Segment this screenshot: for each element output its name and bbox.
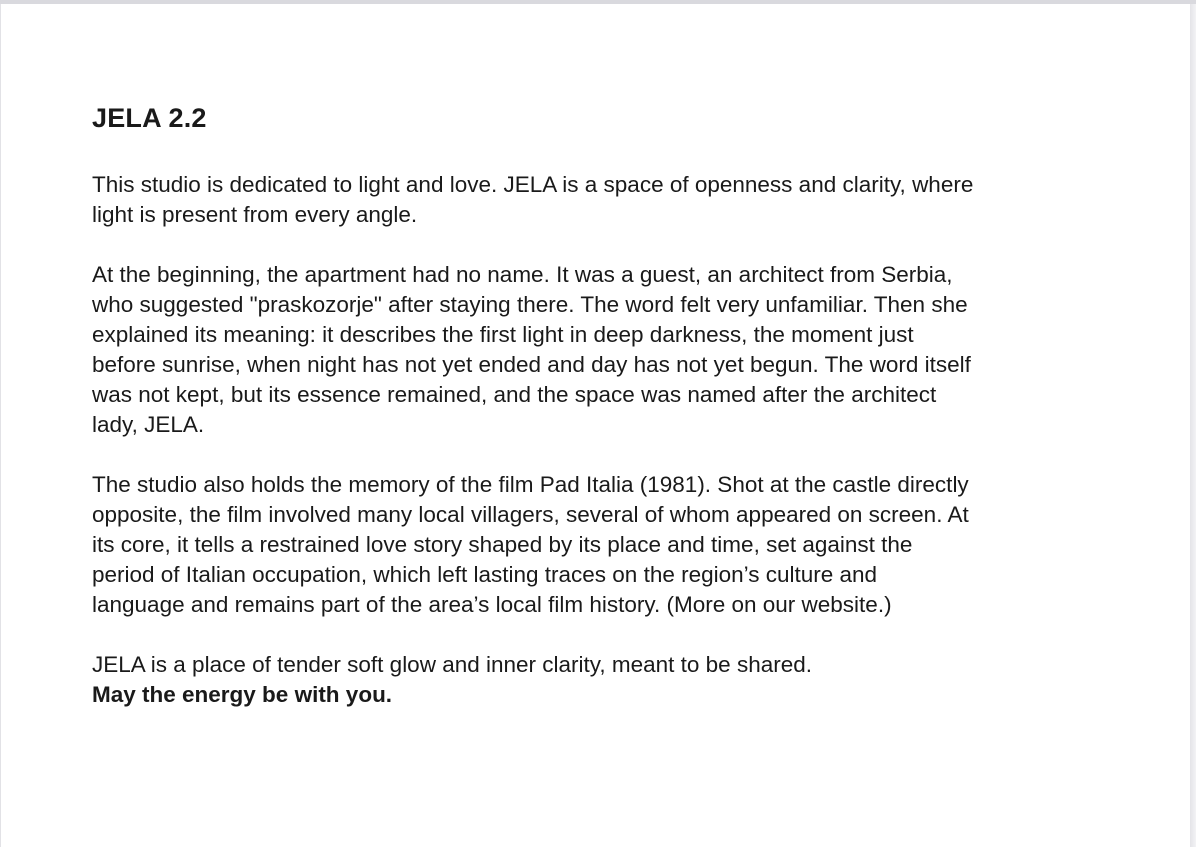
- text-line: was not kept, but its essence remained, and the space was named after the architect: [92, 382, 937, 407]
- document-title: JELA 2.2: [92, 103, 207, 133]
- text-line: its core, it tells a restrained love story shaped by its place and time, set against the: [92, 532, 913, 557]
- text-line: period of Italian occupation, which left lasting traces on the region’s culture and: [92, 562, 878, 587]
- text-line: before sunrise, when night has not yet ended and day has not yet begun. The word itself: [92, 352, 971, 377]
- paragraph-name-origin: [92, 260, 1122, 440]
- text-line: JELA is a place of tender soft glow and inner clarity, meant to be shared.: [92, 652, 812, 677]
- text-line: lady, JELA.: [92, 412, 205, 437]
- paragraph-film-history: [92, 470, 1122, 620]
- paragraph-closing: [92, 650, 1122, 710]
- text-line: The studio also holds the memory of the film Pad Italia (1981). Shot at the castle directly: [92, 472, 969, 497]
- paragraph-intro: [92, 170, 1122, 230]
- text-line: This studio is dedicated to light and love. JELA is a space of openness and clarity, where: [92, 172, 974, 197]
- text-line: At the beginning, the apartment had no name. It was a guest, an architect from Serbia,: [92, 262, 953, 287]
- text-line: explained its meaning: it describes the first light in deep darkness, the moment just: [92, 322, 914, 347]
- text-line: light is present from every angle.: [92, 202, 418, 227]
- text-line: who suggested "praskozorje" after staying there. The word felt very unfamiliar. Then she: [92, 292, 968, 317]
- text-line: opposite, the film involved many local villagers, several of whom appeared on screen. At: [92, 502, 969, 527]
- document-content: [92, 100, 1122, 710]
- text-line: language and remains part of the area’s local film history. (More on our website.): [92, 592, 892, 617]
- document-page: [0, 4, 1190, 847]
- closing-line: May the energy be with you.: [92, 682, 393, 707]
